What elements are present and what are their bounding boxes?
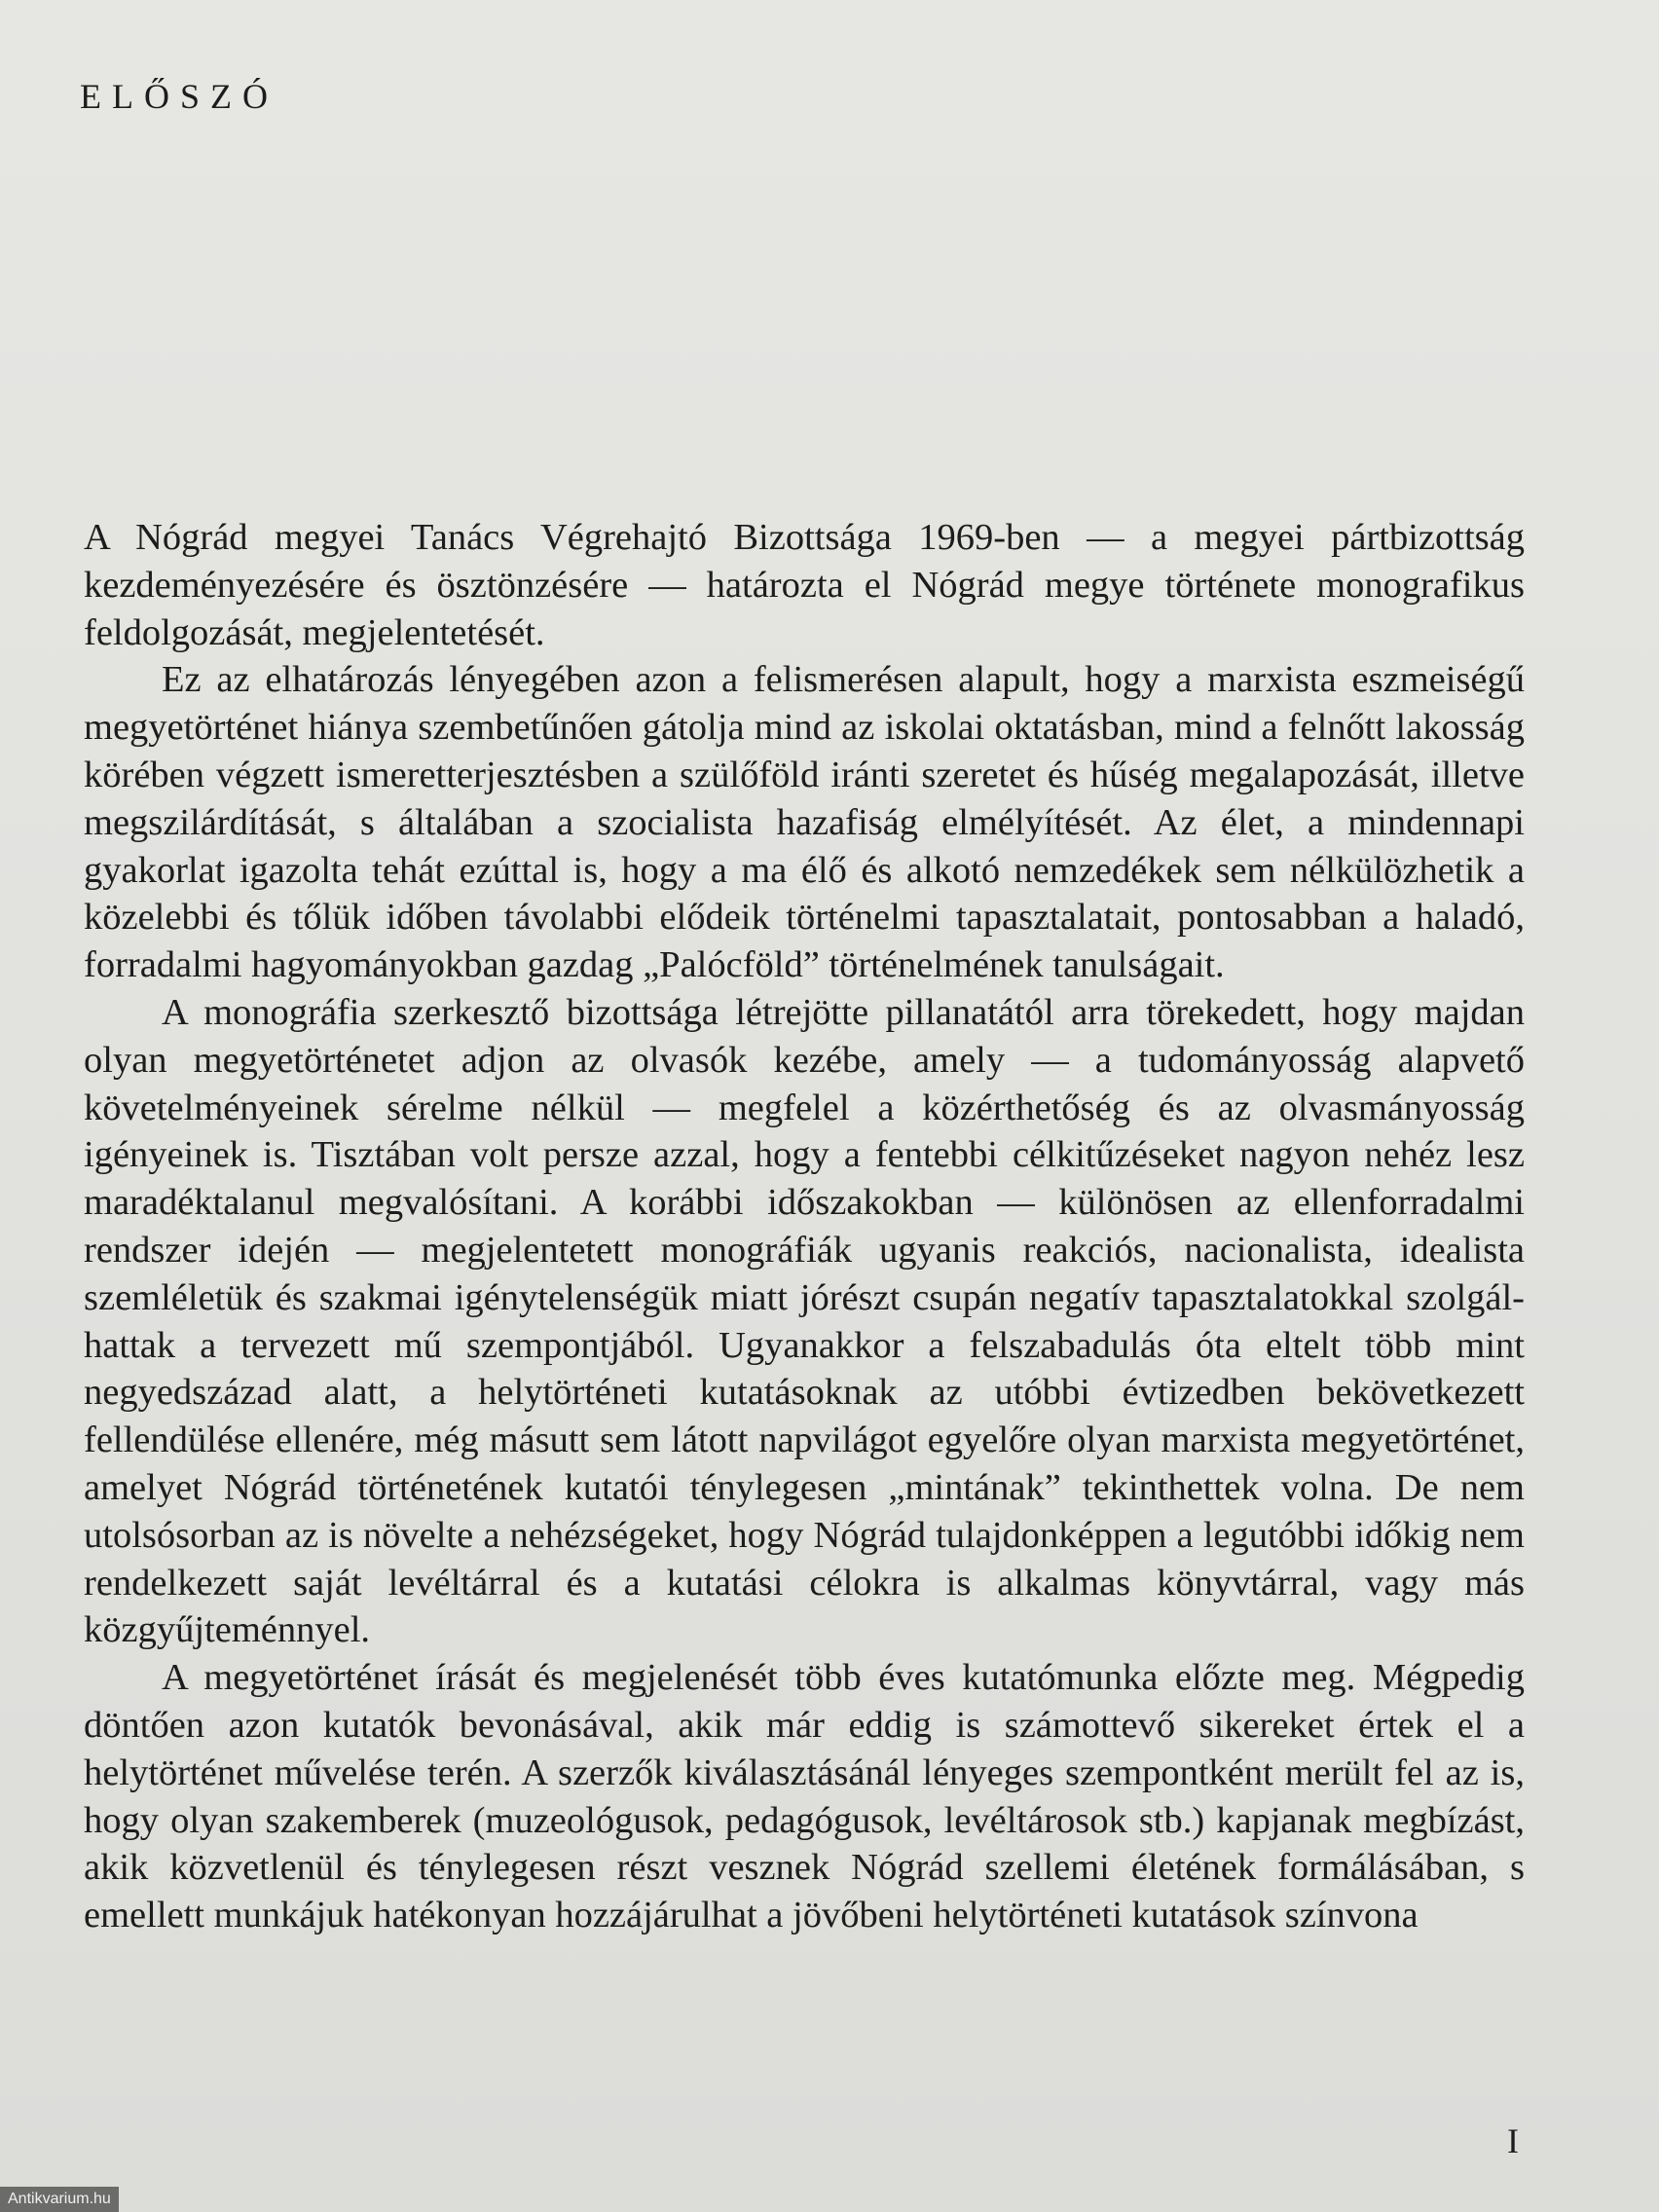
paragraph-2: Ez az elhatározás lényegében azon a felismerésen alapult, hogy a marxista eszmeiségű megyetörténet hiánya szembetűnően gátolja mind az iskolai oktatásban, mind a felnőtt lakosság körében végzett ismeretterjesztésben a szülőföld iránti szeretet és hűség megalapozását, illetve megszilárdítását, s általában a szocialista hazafiság elmélyítését. Az élet, a mindennapi gyakorlat igazolta tehát ezúttal is, hogy a ma élő és alkotó nemzedékek sem nélkülözhetik a közelebbi és tőlük időben távolabbi elődeik történelmi tapasztalatait, pontosabban a haladó, forradalmi hagyományokban gazdag „Palócföld” történelmének tanulságait. (84, 659, 1525, 986)
paragraph-4: A megyetörténet írását és megjelenését több éves kutatómunka előzte meg. Mégpedig döntően azon kutatók bevonásával, akik már eddig is számottevő sikereket értek el a helytörténet művelése terén. A szerzők kiválasztásánál lényeges szempontként merült fel az is, hogy olyan szakemberek (muzeológusok, pedagógusok, levéltárosok stb.) kapjanak megbízást, akik közvetlenül és ténylegesen részt vesznek Nógrád szellemi életének formálásában, s emellett munkájuk hatékonyan hozzájárulhat a jövőbeni helytörténeti kutatások színvona (84, 1657, 1525, 1936)
watermark: Antikvarium.hu (0, 2187, 119, 2212)
page-number: I (1507, 2121, 1519, 2160)
paragraph-3: A monográfia szerkesztő bizottsága létrejötte pillanatától arra törekedett, hogy majdan olyan megyetörténetet adjon az olvasók kezébe, amely — a tudományosság alapvető követelményeinek sérelme nélkül — megfelel a közérthetőség és az olvasmányosság igényeinek is. Tisztában volt persze azzal, hogy a fentebbi célkitűzéseket nagyon nehéz lesz maradéktalanul megvalósítani. A korábbi időszakokban — különösen az ellenforradalmi rendszer idején — megjelentetett monográfiák ugyanis reakciós, nacionalista, idealista szemléletük és szakmai igénytelenségük miatt jórészt csupán negatív tapasztalatokkal szolgálhattak a tervezett mű szempontjából. Ugyanakkor a felszabadulás óta eltelt több mint negyedszázad alatt, a helytörténeti kutatásoknak az utóbbi évtizedben bekövetkezett fellendülése ellenére, még másutt sem látott napvilágot egyelőre olyan marxista megyetörténet, amelyet Nógrád történetének kutatói ténylegesen „mintának” tekinthettek volna. De nem utolsósorban az is növelte a nehézségeket, hogy Nógrád tulajdonképpen a legutóbbi időkig nem rendelkezett saját levéltárral és a kutatási célokra is alkalmas könyvtárral, vagy más közgyűjteménnyel. (84, 991, 1525, 1651)
body-text (84, 514, 1525, 1939)
page-title: ELŐSZÓ (80, 77, 278, 116)
paragraph-1: A Nógrád megyei Tanács Végrehajtó Bizottsága 1969-ben — a megyei pártbizottság kezdeményezésére és ösztönzésére — határozta el Nógrád megye története monografikus feldolgozását, megjelentetését. (84, 517, 1525, 653)
